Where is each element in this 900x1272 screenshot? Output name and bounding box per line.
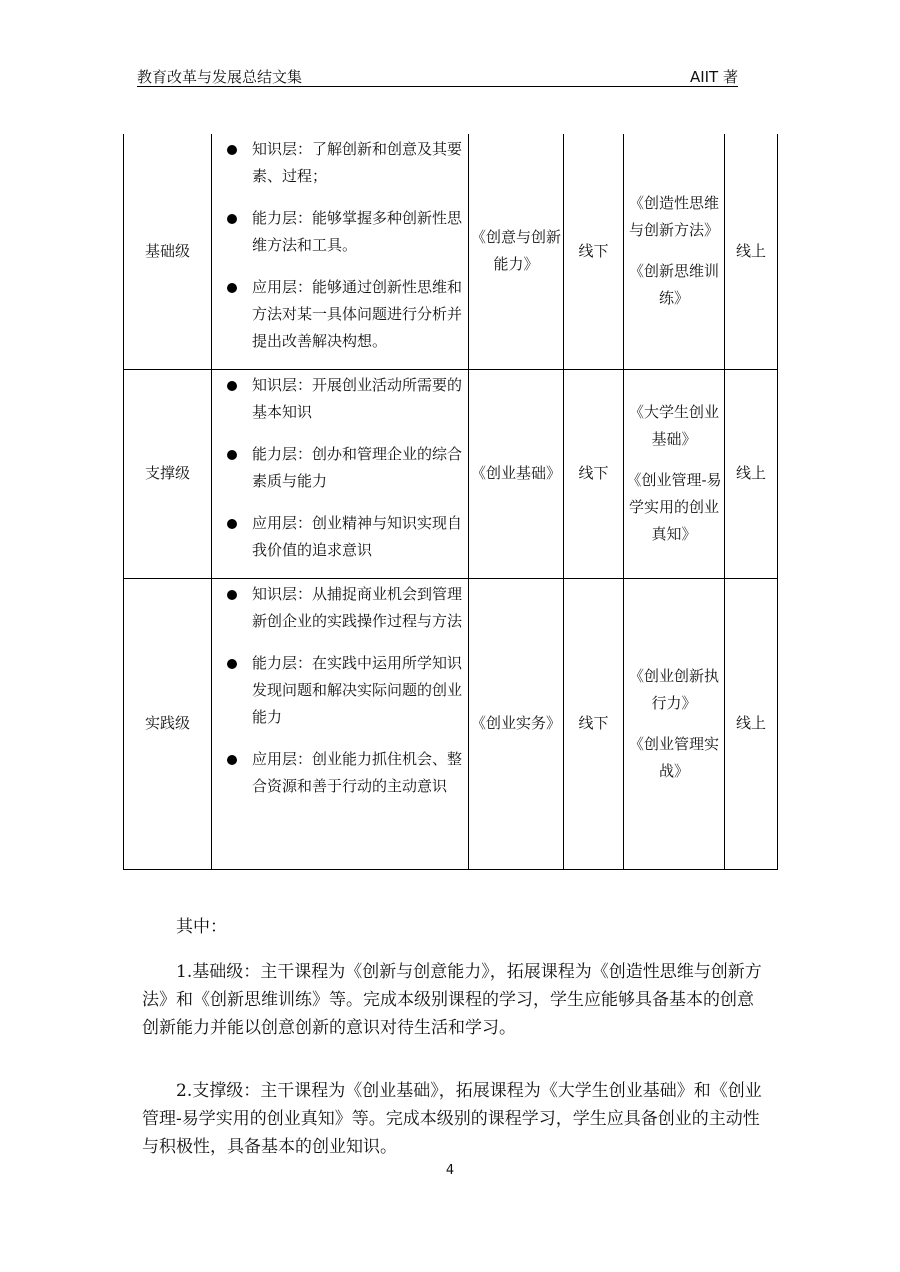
goal-item: 能力层：创办和管理企业的综合素质与能力 — [218, 441, 462, 495]
goal-item: 知识层：从捕捉商业机会到管理新创企业的实践操作过程与方法 — [218, 581, 462, 635]
goal-item: 应用层：创业能力抓住机会、整合资源和善于行动的主动意识 — [218, 746, 462, 800]
table-row — [124, 134, 778, 369]
ext-mode-cell: 线上 — [725, 578, 778, 869]
bullet-icon — [227, 659, 237, 669]
ext-course-cell: 《创造性思维与创新方法》 《创新思维训练》 — [624, 134, 725, 369]
main-course-cell: 《创业基础》 — [469, 369, 564, 578]
page-number: 4 — [445, 1163, 455, 1178]
main-course-cell: 《创意与创新能力》 — [469, 134, 564, 369]
bullet-icon — [227, 755, 237, 765]
main-mode-cell: 线下 — [564, 369, 624, 578]
main-mode-cell: 线下 — [564, 578, 624, 869]
ext-course-cell: 《创业创新执行力》 《创业管理实战》 — [624, 578, 725, 869]
bullet-icon — [227, 283, 237, 293]
bullet-icon — [227, 450, 237, 460]
level-cell: 实践级 — [124, 578, 212, 869]
bullet-icon — [227, 590, 237, 600]
bullet-icon — [227, 381, 237, 391]
level-cell: 支撑级 — [124, 369, 212, 578]
ext-course-cell: 《大学生创业基础》 《创业管理-易学实用的创业真知》 — [624, 369, 725, 578]
ext-mode-cell: 线上 — [725, 134, 778, 369]
main-course-cell: 《创业实务》 — [469, 578, 564, 869]
goal-item: 应用层：能够通过创新性思维和方法对某一具体问题进行分析并提出改善解决构想。 — [218, 274, 462, 355]
goals-cell — [212, 369, 469, 578]
main-mode-cell: 线下 — [564, 134, 624, 369]
bullet-icon — [227, 519, 237, 529]
header-title: 教育改革与发展总结文集 — [137, 68, 303, 86]
goals-cell — [212, 578, 469, 869]
table-row — [124, 369, 778, 578]
bullet-icon — [227, 214, 237, 224]
bullet-icon — [227, 145, 237, 155]
ext-mode-cell: 线上 — [725, 369, 778, 578]
paragraph-basic-level: 1.基础级：主干课程为《创新与创意能力》，拓展课程为《创造性思维与创新方法》和《创新思维训练》等。完成本级别课程的学习，学生应能够具备基本的创意创新能力并能以创意创新的意识对待生活和学习。 — [142, 962, 762, 1038]
goal-item: 能力层：在实践中运用所学知识发现问题和解决实际问题的创业能力 — [218, 650, 462, 731]
level-cell: 基础级 — [124, 134, 212, 369]
goal-item: 应用层：创业精神与知识实现自我价值的追求意识 — [218, 510, 462, 564]
page-header — [137, 66, 738, 87]
table-row — [124, 578, 778, 869]
goal-item: 知识层：开展创业活动所需要的基本知识 — [218, 372, 462, 426]
paragraph-support-level: 2.支撑级：主干课程为《创业基础》，拓展课程为《大学生创业基础》和《创业管理-易学实用的创业真知》等。完成本级别的课程学习，学生应具备创业的主动性与积极性，具备基本的创业知识。 — [142, 1081, 762, 1157]
goal-item: 能力层：能够掌握多种创新性思维方法和工具。 — [218, 205, 462, 259]
goal-item: 知识层：了解创新和创意及其要素、过程； — [218, 136, 462, 190]
intro-text: 其中： — [176, 917, 227, 937]
header-author: AIIT 著 — [689, 68, 738, 86]
goals-cell — [212, 134, 469, 369]
course-table — [123, 134, 778, 870]
